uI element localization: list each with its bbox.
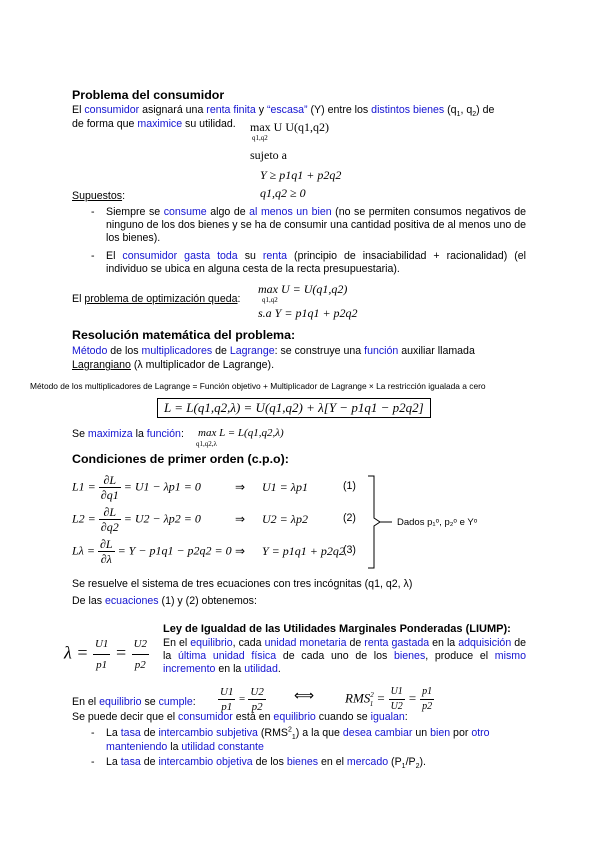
rms-item-line-1: La tasa de intercambio subjetiva $(RMS^2_1)$ a la que desea cambiar un bien por otro bbox=[106, 726, 490, 742]
section-title-foc: Condiciones de primer orden (c.p.o): bbox=[72, 452, 289, 466]
right-brace bbox=[366, 474, 392, 570]
maximize-expression: max L = L(q1,q2,λ) bbox=[198, 427, 284, 439]
assumptions-label: Supuestos: bbox=[72, 190, 126, 202]
from-equations-line: De las ecuaciones (1) y (2) obtenemos: bbox=[72, 595, 257, 607]
assumption-item-1: Siempre se consume algo de al menos un bien (no se permiten consumos negativos de ninguno de los dos bienes y se ha de consumir una cantidad positiva de al menos uno de los bienes). bbox=[106, 206, 527, 244]
budget-constraint: Y ≥ p1q1 + p2q2 bbox=[260, 168, 342, 182]
lambda-equality: λ = $\frac{U1}{p1}$ = $\frac{U2}{p2}$ bbox=[64, 634, 149, 675]
section-title-consumer-problem: Problema del consumidor bbox=[72, 88, 225, 102]
lagrangian-boxed-formula: L = L(q1,q2,λ) = U(q1,q2) + λ[Y − p1q1 − p2q2] bbox=[157, 398, 431, 418]
section-title-liump: Ley de Igualdad de las Utilidades Marginales Ponderadas (LIUMP): bbox=[163, 623, 511, 635]
foc-equation-1: L1 = $\frac{\partial L}{\partial q1}$ = U1 − λp1 = 0 bbox=[72, 473, 201, 502]
maximize-line: Se maximiza la función: bbox=[72, 428, 184, 440]
rms-item-line-2: manteniendo la utilidad constante bbox=[106, 741, 264, 753]
foc-result-3: Y = p1q1 + p2q2 bbox=[262, 544, 345, 558]
liump-explanation: En el equilibrio, cada unidad monetaria de renta gastada en la adquisición de la última unidad física de cada uno de los bienes, produce el mismo incremento en la utilidad. bbox=[163, 637, 527, 675]
system-resolution-line: Se resuelve el sistema de tres ecuaciones con tres incógnitas (q1, q2, λ) bbox=[72, 578, 413, 590]
lagrange-line-2: Lagrangiano (λ multiplicador de Lagrange). bbox=[72, 359, 275, 371]
foc-equation-2: L2 = $\frac{\partial L}{\partial q2}$ = U2 − λp2 = 0 bbox=[72, 505, 201, 534]
section-title-resolution: Resolución matemática del problema: bbox=[72, 328, 296, 342]
lagrange-line-1: Método de los multiplicadores de Lagrange: se construye una función auxiliar llamada bbox=[72, 345, 475, 357]
maximize-subscript: q1,q2,λ bbox=[196, 440, 217, 448]
optimization-label: El problema de optimización queda: bbox=[72, 293, 241, 305]
intro-line-1: El consumidor asignará una renta finita y “escasa” (Y) entre los distintos bienes ($q_1$, $q_2$) de bbox=[72, 104, 495, 119]
equilibrium-ratio: $\frac{U1}{p1}$ = $\frac{U2}{p2}$ bbox=[220, 686, 264, 713]
optimization-max: max U = U(q1,q2) bbox=[258, 282, 348, 296]
market-rate-item: La tasa de intercambio objetiva de los bienes en el mercado $(P_1/P_2)$. bbox=[106, 756, 426, 771]
assumption-item-2: El consumidor gasta toda su renta (principio de insaciabilidad + racionalidad) (el individuo se ubica en alguna cesta de la recta presupuestaria). bbox=[106, 250, 526, 275]
intro-line-2: de forma que maximice su utilidad. bbox=[72, 118, 236, 130]
nonnegativity-constraint: q1,q2 ≥ 0 bbox=[260, 186, 306, 200]
bullet-mark: - bbox=[91, 756, 95, 768]
subject-to-label: sujeto a bbox=[250, 148, 287, 162]
foc-result-1: U1 = λp1 bbox=[262, 480, 308, 494]
foc-equation-3: Lλ = $\frac{\partial L}{\partial\lambda}$ = Y − p1q1 − p2q2 = 0 bbox=[72, 537, 232, 566]
foc-result-2: U2 = λp2 bbox=[262, 512, 308, 526]
implies-arrow: ⇒ bbox=[235, 512, 246, 526]
given-values: Dados p₁ᵒ, p₂ᵒ e Yᵒ bbox=[397, 517, 478, 528]
bullet-mark: - bbox=[91, 206, 95, 218]
equilibrium-condition-line: Se puede decir que el consumidor está en equilibrio cuando se igualan: bbox=[72, 711, 408, 723]
lagrange-definition: Método de los multiplicadores de Lagrange = Función objetivo + Multiplicador de Lagrange × La restricción igualada a cero bbox=[30, 381, 486, 391]
iff-arrow: ⟺ bbox=[294, 689, 315, 704]
equation-number-3: (3) bbox=[343, 544, 356, 556]
optimization-max-subscript: q1,q2 bbox=[262, 296, 278, 304]
equation-number-2: (2) bbox=[343, 512, 356, 524]
bullet-mark: - bbox=[91, 727, 95, 739]
equation-number-1: (1) bbox=[343, 480, 356, 492]
rms-equation: $RMS^2_1$ = $\frac{U1}{U2}$ = $\frac{p1}{p2}$ bbox=[345, 686, 433, 712]
implies-arrow: ⇒ bbox=[235, 544, 246, 558]
max-expression: max U U(q1,q2) bbox=[250, 120, 329, 134]
optimization-constraint: s.a Y = p1q1 + p2q2 bbox=[258, 306, 358, 320]
equilibrium-line: En el equilibrio se cumple: bbox=[72, 696, 196, 708]
implies-arrow: ⇒ bbox=[235, 480, 246, 494]
bullet-mark: - bbox=[91, 250, 95, 262]
max-subscript: q1,q2 bbox=[252, 134, 268, 142]
